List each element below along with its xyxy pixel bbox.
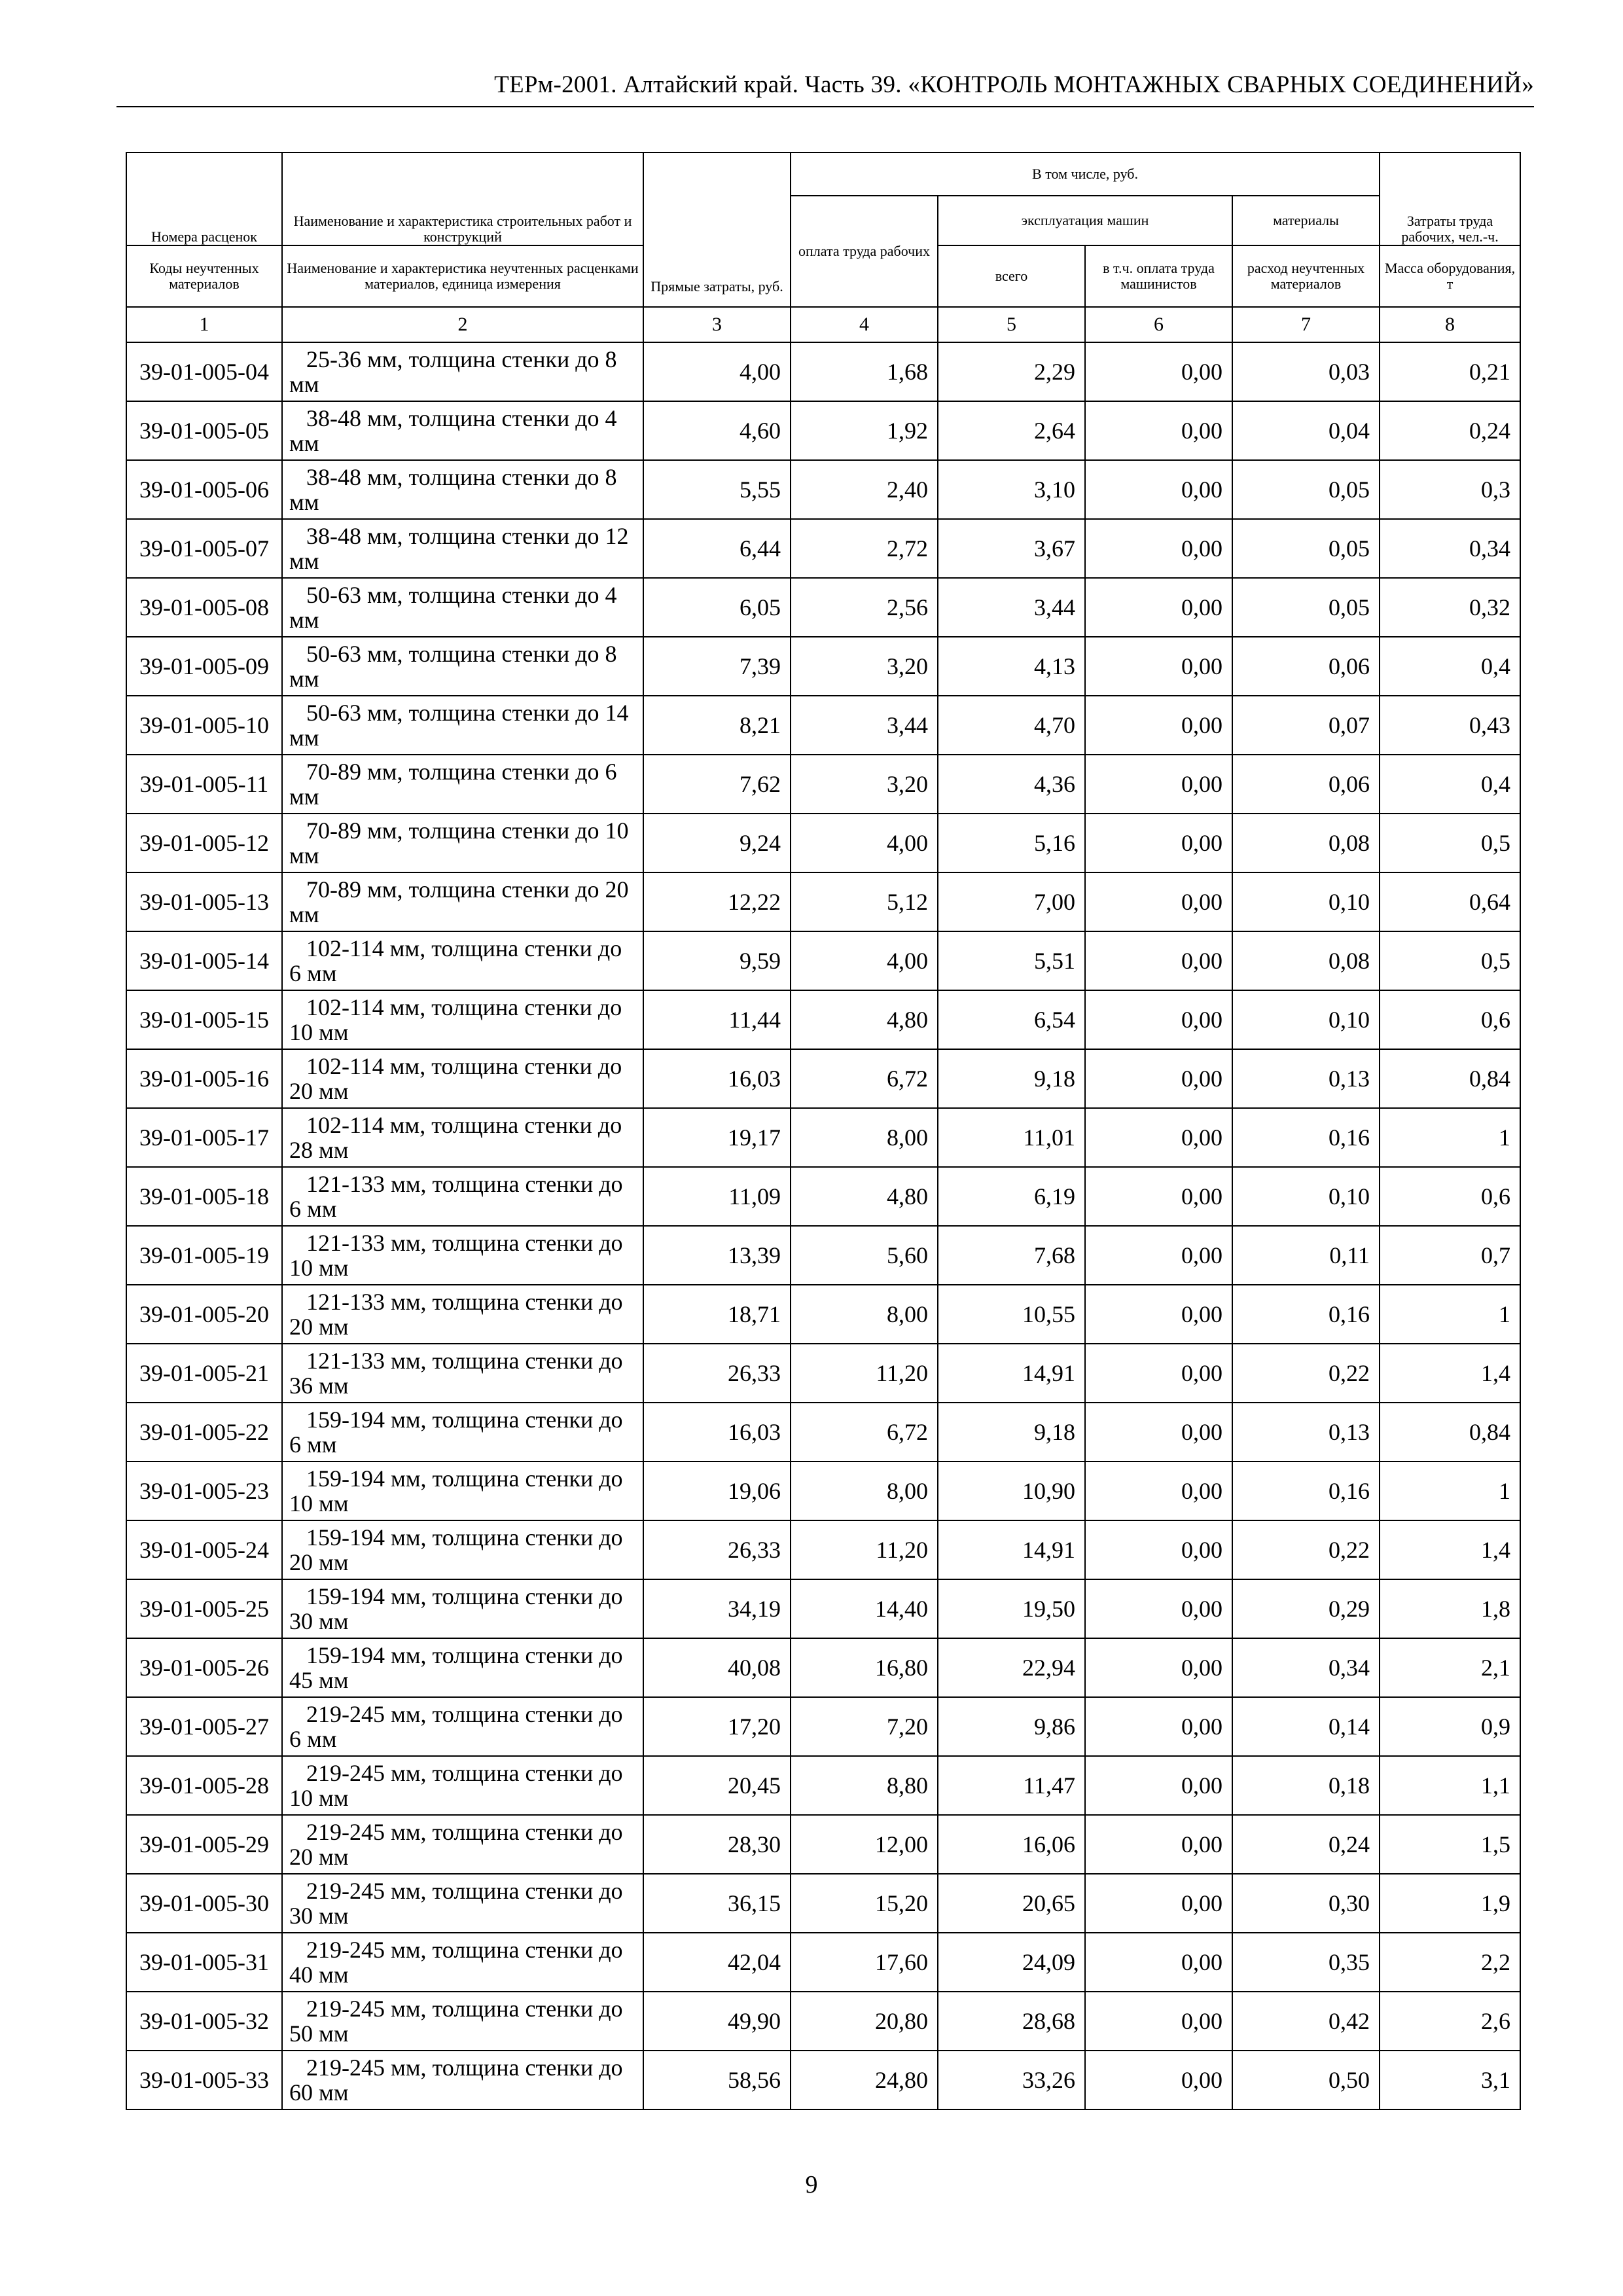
labor-hours-cell: 2,2: [1380, 1933, 1520, 1992]
rate-code-cell: 39-01-005-14: [126, 931, 282, 990]
labor-pay-cell: 5,12: [791, 872, 938, 931]
machinist-pay-cell: 0,00: [1085, 696, 1232, 755]
labor-pay-cell: 17,60: [791, 1933, 938, 1992]
work-name-cell: 102-114 мм, толщина стенки до 28 мм: [282, 1108, 643, 1167]
direct-costs-cell: 42,04: [643, 1933, 791, 1992]
direct-costs-cell: 6,44: [643, 519, 791, 578]
table-row: [126, 1226, 1520, 1285]
machines-total-cell: 14,91: [938, 1344, 1085, 1403]
table-row: [126, 2051, 1520, 2109]
labor-pay-cell: 15,20: [791, 1874, 938, 1933]
materials-cell: 0,22: [1232, 1344, 1380, 1403]
machinist-pay-cell: 0,00: [1085, 460, 1232, 519]
materials-cell: 0,35: [1232, 1933, 1380, 1992]
labor-hours-cell: 0,84: [1380, 1403, 1520, 1462]
rate-code-cell: 39-01-005-20: [126, 1285, 282, 1344]
work-name-cell: 70-89 мм, толщина стенки до 10 мм: [282, 814, 643, 872]
work-name-cell: 219-245 мм, толщина стенки до 60 мм: [282, 2051, 643, 2109]
materials-cell: 0,34: [1232, 1638, 1380, 1697]
materials-cell: 0,04: [1232, 401, 1380, 460]
labor-pay-cell: 6,72: [791, 1403, 938, 1462]
rate-code-cell: 39-01-005-11: [126, 755, 282, 814]
direct-costs-cell: 36,15: [643, 1874, 791, 1933]
machines-total-cell: 6,19: [938, 1167, 1085, 1226]
work-name-cell: 38-48 мм, толщина стенки до 4 мм: [282, 401, 643, 460]
materials-cell: 0,11: [1232, 1226, 1380, 1285]
rate-code-cell: 39-01-005-04: [126, 342, 282, 401]
machinist-pay-cell: 0,00: [1085, 1992, 1232, 2051]
machinist-pay-cell: 0,00: [1085, 401, 1232, 460]
materials-cell: 0,13: [1232, 1403, 1380, 1462]
machines-total-cell: 11,01: [938, 1108, 1085, 1167]
column-number: 1: [126, 307, 282, 342]
work-name-cell: 219-245 мм, толщина стенки до 10 мм: [282, 1756, 643, 1815]
labor-pay-cell: 12,00: [791, 1815, 938, 1874]
rate-code-cell: 39-01-005-08: [126, 578, 282, 637]
machines-total-cell: 7,68: [938, 1226, 1085, 1285]
running-head: ТЕРм-2001. Алтайский край. Часть 39. «КОНТРОЛЬ МОНТАЖНЫХ СВАРНЫХ СОЕДИНЕНИЙ»: [494, 71, 1534, 98]
machinist-pay-cell: 0,00: [1085, 342, 1232, 401]
table-row: [126, 990, 1520, 1049]
table-row: [126, 755, 1520, 814]
materials-cell: 0,05: [1232, 578, 1380, 637]
machines-total-cell: 16,06: [938, 1815, 1085, 1874]
rate-code-cell: 39-01-005-12: [126, 814, 282, 872]
rate-code-cell: 39-01-005-15: [126, 990, 282, 1049]
table-row: [126, 1167, 1520, 1226]
materials-cell: 0,16: [1232, 1285, 1380, 1344]
materials-cell: 0,22: [1232, 1520, 1380, 1579]
materials-cell: 0,14: [1232, 1697, 1380, 1756]
direct-costs-cell: 5,55: [643, 460, 791, 519]
work-name-cell: 159-194 мм, толщина стенки до 6 мм: [282, 1403, 643, 1462]
table-row: [126, 1638, 1520, 1697]
machines-total-cell: 9,18: [938, 1049, 1085, 1108]
labor-hours-cell: 0,21: [1380, 342, 1520, 401]
direct-costs-cell: 11,09: [643, 1167, 791, 1226]
work-name-cell: 159-194 мм, толщина стенки до 45 мм: [282, 1638, 643, 1697]
column-number: 2: [282, 307, 643, 342]
labor-pay-cell: 8,80: [791, 1756, 938, 1815]
work-name-cell: 70-89 мм, толщина стенки до 6 мм: [282, 755, 643, 814]
materials-cell: 0,10: [1232, 872, 1380, 931]
rate-code-cell: 39-01-005-28: [126, 1756, 282, 1815]
work-name-cell: 219-245 мм, толщина стенки до 30 мм: [282, 1874, 643, 1933]
machines-total-cell: 3,10: [938, 460, 1085, 519]
header-unaccounted-names: Наименование и характеристика неучтенных расценками материалов, единица измерения: [282, 245, 643, 307]
machinist-pay-cell: 0,00: [1085, 755, 1232, 814]
header-machines-total: всего: [938, 245, 1085, 307]
labor-hours-cell: 2,6: [1380, 1992, 1520, 2051]
direct-costs-cell: 12,22: [643, 872, 791, 931]
page-number: 9: [805, 2171, 818, 2198]
labor-pay-cell: 4,80: [791, 990, 938, 1049]
direct-costs-cell: 4,00: [643, 342, 791, 401]
table-row: [126, 1756, 1520, 1815]
rate-code-cell: 39-01-005-27: [126, 1697, 282, 1756]
header-including: В том числе, руб.: [791, 152, 1380, 196]
machines-total-cell: 9,86: [938, 1697, 1085, 1756]
machines-total-cell: 20,65: [938, 1874, 1085, 1933]
machinist-pay-cell: 0,00: [1085, 519, 1232, 578]
machines-total-cell: 4,13: [938, 637, 1085, 696]
labor-hours-cell: 1: [1380, 1285, 1520, 1344]
labor-pay-cell: 2,56: [791, 578, 938, 637]
machines-total-cell: 14,91: [938, 1520, 1085, 1579]
direct-costs-cell: 34,19: [643, 1579, 791, 1638]
labor-pay-cell: 3,20: [791, 637, 938, 696]
machines-total-cell: 2,29: [938, 342, 1085, 401]
machines-total-cell: 19,50: [938, 1579, 1085, 1638]
rate-code-cell: 39-01-005-19: [126, 1226, 282, 1285]
labor-pay-cell: 4,00: [791, 931, 938, 990]
labor-hours-cell: 0,7: [1380, 1226, 1520, 1285]
direct-costs-cell: 16,03: [643, 1049, 791, 1108]
materials-cell: 0,50: [1232, 2051, 1380, 2109]
header-labor-costs: Затраты труда рабочих, чел.-ч.: [1380, 152, 1520, 245]
materials-cell: 0,08: [1232, 814, 1380, 872]
labor-hours-cell: 0,3: [1380, 460, 1520, 519]
direct-costs-cell: 18,71: [643, 1285, 791, 1344]
machinist-pay-cell: 0,00: [1085, 872, 1232, 931]
labor-pay-cell: 16,80: [791, 1638, 938, 1697]
work-name-cell: 219-245 мм, толщина стенки до 6 мм: [282, 1697, 643, 1756]
labor-pay-cell: 6,72: [791, 1049, 938, 1108]
table-row: [126, 578, 1520, 637]
table-row: [126, 696, 1520, 755]
machines-total-cell: 10,55: [938, 1285, 1085, 1344]
machines-total-cell: 11,47: [938, 1756, 1085, 1815]
machinist-pay-cell: 0,00: [1085, 1520, 1232, 1579]
materials-cell: 0,24: [1232, 1815, 1380, 1874]
labor-hours-cell: 1,4: [1380, 1520, 1520, 1579]
rate-code-cell: 39-01-005-32: [126, 1992, 282, 2051]
machines-total-cell: 33,26: [938, 2051, 1085, 2109]
rate-code-cell: 39-01-005-05: [126, 401, 282, 460]
labor-hours-cell: 1,8: [1380, 1579, 1520, 1638]
direct-costs-cell: 19,17: [643, 1108, 791, 1167]
materials-cell: 0,07: [1232, 696, 1380, 755]
rate-code-cell: 39-01-005-06: [126, 460, 282, 519]
labor-pay-cell: 1,68: [791, 342, 938, 401]
machinist-pay-cell: 0,00: [1085, 1403, 1232, 1462]
direct-costs-cell: 26,33: [643, 1344, 791, 1403]
rate-code-cell: 39-01-005-31: [126, 1933, 282, 1992]
rates-table: [126, 152, 1521, 2110]
labor-hours-cell: 0,6: [1380, 990, 1520, 1049]
rate-code-cell: 39-01-005-26: [126, 1638, 282, 1697]
rate-code-cell: 39-01-005-22: [126, 1403, 282, 1462]
work-name-cell: 121-133 мм, толщина стенки до 36 мм: [282, 1344, 643, 1403]
labor-hours-cell: 1,5: [1380, 1815, 1520, 1874]
labor-pay-cell: 11,20: [791, 1520, 938, 1579]
table-row: [126, 401, 1520, 460]
machinist-pay-cell: 0,00: [1085, 990, 1232, 1049]
work-name-cell: 121-133 мм, толщина стенки до 6 мм: [282, 1167, 643, 1226]
machinist-pay-cell: 0,00: [1085, 1285, 1232, 1344]
table-row: [126, 931, 1520, 990]
materials-cell: 0,10: [1232, 1167, 1380, 1226]
direct-costs-cell: 9,59: [643, 931, 791, 990]
labor-pay-cell: 20,80: [791, 1992, 938, 2051]
table-row: [126, 1697, 1520, 1756]
column-number: 8: [1380, 307, 1520, 342]
labor-hours-cell: 1,9: [1380, 1874, 1520, 1933]
direct-costs-cell: 16,03: [643, 1403, 791, 1462]
work-name-cell: 50-63 мм, толщина стенки до 8 мм: [282, 637, 643, 696]
machinist-pay-cell: 0,00: [1085, 1638, 1232, 1697]
machinist-pay-cell: 0,00: [1085, 1815, 1232, 1874]
column-number-row: [126, 307, 1520, 342]
direct-costs-cell: 4,60: [643, 401, 791, 460]
machines-total-cell: 4,36: [938, 755, 1085, 814]
labor-pay-cell: 2,72: [791, 519, 938, 578]
header-rule: [116, 106, 1534, 107]
machinist-pay-cell: 0,00: [1085, 1462, 1232, 1520]
materials-cell: 0,29: [1232, 1579, 1380, 1638]
machines-total-cell: 9,18: [938, 1403, 1085, 1462]
table-row: [126, 1403, 1520, 1462]
column-number: 3: [643, 307, 791, 342]
header-materials: материалы: [1232, 196, 1380, 245]
machinist-pay-cell: 0,00: [1085, 1756, 1232, 1815]
table-row: [126, 1462, 1520, 1520]
rate-code-cell: 39-01-005-24: [126, 1520, 282, 1579]
table-row: [126, 1579, 1520, 1638]
header-unaccounted-materials: расход неучтенных материалов: [1232, 245, 1380, 307]
machines-total-cell: 22,94: [938, 1638, 1085, 1697]
header-machine-operation: эксплуатация машин: [938, 196, 1232, 245]
labor-hours-cell: 1,4: [1380, 1344, 1520, 1403]
machinist-pay-cell: 0,00: [1085, 1226, 1232, 1285]
labor-hours-cell: 1,1: [1380, 1756, 1520, 1815]
table-row: [126, 1874, 1520, 1933]
work-name-cell: 159-194 мм, толщина стенки до 30 мм: [282, 1579, 643, 1638]
work-name-cell: 25-36 мм, толщина стенки до 8 мм: [282, 342, 643, 401]
work-name-cell: 70-89 мм, толщина стенки до 20 мм: [282, 872, 643, 931]
direct-costs-cell: 49,90: [643, 1992, 791, 2051]
machinist-pay-cell: 0,00: [1085, 1108, 1232, 1167]
work-name-cell: 38-48 мм, толщина стенки до 12 мм: [282, 519, 643, 578]
rate-code-cell: 39-01-005-30: [126, 1874, 282, 1933]
table-row: [126, 519, 1520, 578]
materials-cell: 0,06: [1232, 637, 1380, 696]
materials-cell: 0,08: [1232, 931, 1380, 990]
table-row: [126, 1815, 1520, 1874]
machinist-pay-cell: 0,00: [1085, 814, 1232, 872]
header-labor-pay: оплата труда рабочих: [791, 196, 938, 307]
machinist-pay-cell: 0,00: [1085, 1933, 1232, 1992]
header-machinist-pay: в т.ч. оплата труда машинистов: [1085, 245, 1232, 307]
direct-costs-cell: 7,62: [643, 755, 791, 814]
direct-costs-cell: 9,24: [643, 814, 791, 872]
header-unaccounted-codes: Коды неучтенных материалов: [126, 245, 282, 307]
machines-total-cell: 4,70: [938, 696, 1085, 755]
table-row: [126, 1992, 1520, 2051]
table-row: [126, 342, 1520, 401]
direct-costs-cell: 19,06: [643, 1462, 791, 1520]
work-name-cell: 102-114 мм, толщина стенки до 6 мм: [282, 931, 643, 990]
labor-hours-cell: 0,4: [1380, 755, 1520, 814]
materials-cell: 0,18: [1232, 1756, 1380, 1815]
labor-pay-cell: 1,92: [791, 401, 938, 460]
column-number: 5: [938, 307, 1085, 342]
labor-hours-cell: 0,5: [1380, 814, 1520, 872]
materials-cell: 0,03: [1232, 342, 1380, 401]
direct-costs-cell: 26,33: [643, 1520, 791, 1579]
table-row: [126, 1108, 1520, 1167]
labor-hours-cell: 0,5: [1380, 931, 1520, 990]
labor-hours-cell: 3,1: [1380, 2051, 1520, 2109]
labor-pay-cell: 3,20: [791, 755, 938, 814]
work-name-cell: 121-133 мм, толщина стенки до 20 мм: [282, 1285, 643, 1344]
work-name-cell: 102-114 мм, толщина стенки до 20 мм: [282, 1049, 643, 1108]
machines-total-cell: 28,68: [938, 1992, 1085, 2051]
column-number: 7: [1232, 307, 1380, 342]
labor-pay-cell: 11,20: [791, 1344, 938, 1403]
rate-code-cell: 39-01-005-10: [126, 696, 282, 755]
rate-code-cell: 39-01-005-23: [126, 1462, 282, 1520]
work-name-cell: 219-245 мм, толщина стенки до 20 мм: [282, 1815, 643, 1874]
machinist-pay-cell: 0,00: [1085, 1579, 1232, 1638]
table-row: [126, 1285, 1520, 1344]
work-name-cell: 219-245 мм, толщина стенки до 50 мм: [282, 1992, 643, 2051]
materials-cell: 0,16: [1232, 1462, 1380, 1520]
rate-code-cell: 39-01-005-16: [126, 1049, 282, 1108]
rate-code-cell: 39-01-005-29: [126, 1815, 282, 1874]
direct-costs-cell: 40,08: [643, 1638, 791, 1697]
machinist-pay-cell: 0,00: [1085, 931, 1232, 990]
direct-costs-cell: 58,56: [643, 2051, 791, 2109]
work-name-cell: 121-133 мм, толщина стенки до 10 мм: [282, 1226, 643, 1285]
labor-pay-cell: 5,60: [791, 1226, 938, 1285]
machines-total-cell: 2,64: [938, 401, 1085, 460]
table-row: [126, 637, 1520, 696]
rate-code-cell: 39-01-005-09: [126, 637, 282, 696]
machines-total-cell: 7,00: [938, 872, 1085, 931]
work-name-cell: 102-114 мм, толщина стенки до 10 мм: [282, 990, 643, 1049]
materials-cell: 0,06: [1232, 755, 1380, 814]
labor-hours-cell: 1: [1380, 1108, 1520, 1167]
labor-pay-cell: 24,80: [791, 2051, 938, 2109]
table-row: [126, 1520, 1520, 1579]
machines-total-cell: 3,67: [938, 519, 1085, 578]
direct-costs-cell: 17,20: [643, 1697, 791, 1756]
machinist-pay-cell: 0,00: [1085, 1049, 1232, 1108]
work-name-cell: 38-48 мм, толщина стенки до 8 мм: [282, 460, 643, 519]
labor-pay-cell: 8,00: [791, 1108, 938, 1167]
machines-total-cell: 6,54: [938, 990, 1085, 1049]
labor-pay-cell: 3,44: [791, 696, 938, 755]
labor-hours-cell: 0,43: [1380, 696, 1520, 755]
rate-code-cell: 39-01-005-13: [126, 872, 282, 931]
rate-code-cell: 39-01-005-33: [126, 2051, 282, 2109]
machines-total-cell: 3,44: [938, 578, 1085, 637]
machinist-pay-cell: 0,00: [1085, 2051, 1232, 2109]
labor-pay-cell: 4,00: [791, 814, 938, 872]
labor-hours-cell: 0,9: [1380, 1697, 1520, 1756]
labor-pay-cell: 2,40: [791, 460, 938, 519]
column-number: 6: [1085, 307, 1232, 342]
direct-costs-cell: 7,39: [643, 637, 791, 696]
machinist-pay-cell: 0,00: [1085, 1344, 1232, 1403]
labor-hours-cell: 2,1: [1380, 1638, 1520, 1697]
materials-cell: 0,05: [1232, 460, 1380, 519]
materials-cell: 0,05: [1232, 519, 1380, 578]
machines-total-cell: 10,90: [938, 1462, 1085, 1520]
labor-pay-cell: 8,00: [791, 1462, 938, 1520]
work-name-cell: 50-63 мм, толщина стенки до 14 мм: [282, 696, 643, 755]
labor-hours-cell: 0,64: [1380, 872, 1520, 931]
labor-hours-cell: 0,4: [1380, 637, 1520, 696]
work-name-cell: 219-245 мм, толщина стенки до 40 мм: [282, 1933, 643, 1992]
labor-pay-cell: 14,40: [791, 1579, 938, 1638]
machinist-pay-cell: 0,00: [1085, 1874, 1232, 1933]
machinist-pay-cell: 0,00: [1085, 1167, 1232, 1226]
labor-hours-cell: 0,6: [1380, 1167, 1520, 1226]
header-equipment-mass: Масса оборудования, т: [1380, 245, 1520, 307]
machinist-pay-cell: 0,00: [1085, 637, 1232, 696]
direct-costs-cell: 28,30: [643, 1815, 791, 1874]
direct-costs-cell: 11,44: [643, 990, 791, 1049]
column-number: 4: [791, 307, 938, 342]
work-name-cell: 159-194 мм, толщина стенки до 10 мм: [282, 1462, 643, 1520]
table-row: [126, 1344, 1520, 1403]
labor-pay-cell: 8,00: [791, 1285, 938, 1344]
labor-pay-cell: 4,80: [791, 1167, 938, 1226]
machines-total-cell: 5,16: [938, 814, 1085, 872]
machinist-pay-cell: 0,00: [1085, 578, 1232, 637]
materials-cell: 0,13: [1232, 1049, 1380, 1108]
machinist-pay-cell: 0,00: [1085, 1697, 1232, 1756]
header-rate-numbers: Номера расценок: [126, 152, 282, 245]
direct-costs-cell: 20,45: [643, 1756, 791, 1815]
direct-costs-cell: 6,05: [643, 578, 791, 637]
table-row: [126, 814, 1520, 872]
materials-cell: 0,30: [1232, 1874, 1380, 1933]
header-direct-costs: Прямые затраты, руб.: [643, 152, 791, 307]
table-row: [126, 1049, 1520, 1108]
rate-code-cell: 39-01-005-17: [126, 1108, 282, 1167]
work-name-cell: 50-63 мм, толщина стенки до 4 мм: [282, 578, 643, 637]
machines-total-cell: 24,09: [938, 1933, 1085, 1992]
materials-cell: 0,42: [1232, 1992, 1380, 2051]
direct-costs-cell: 13,39: [643, 1226, 791, 1285]
rate-code-cell: 39-01-005-07: [126, 519, 282, 578]
labor-hours-cell: 1: [1380, 1462, 1520, 1520]
table-row: [126, 1933, 1520, 1992]
materials-cell: 0,16: [1232, 1108, 1380, 1167]
rate-code-cell: 39-01-005-25: [126, 1579, 282, 1638]
table-row: [126, 460, 1520, 519]
machines-total-cell: 5,51: [938, 931, 1085, 990]
rate-code-cell: 39-01-005-18: [126, 1167, 282, 1226]
materials-cell: 0,10: [1232, 990, 1380, 1049]
work-name-cell: 159-194 мм, толщина стенки до 20 мм: [282, 1520, 643, 1579]
labor-hours-cell: 0,34: [1380, 519, 1520, 578]
labor-pay-cell: 7,20: [791, 1697, 938, 1756]
header-work-name: Наименование и характеристика строительных работ и конструкций: [282, 152, 643, 245]
labor-hours-cell: 0,24: [1380, 401, 1520, 460]
rate-code-cell: 39-01-005-21: [126, 1344, 282, 1403]
labor-hours-cell: 0,84: [1380, 1049, 1520, 1108]
direct-costs-cell: 8,21: [643, 696, 791, 755]
table-row: [126, 872, 1520, 931]
labor-hours-cell: 0,32: [1380, 578, 1520, 637]
